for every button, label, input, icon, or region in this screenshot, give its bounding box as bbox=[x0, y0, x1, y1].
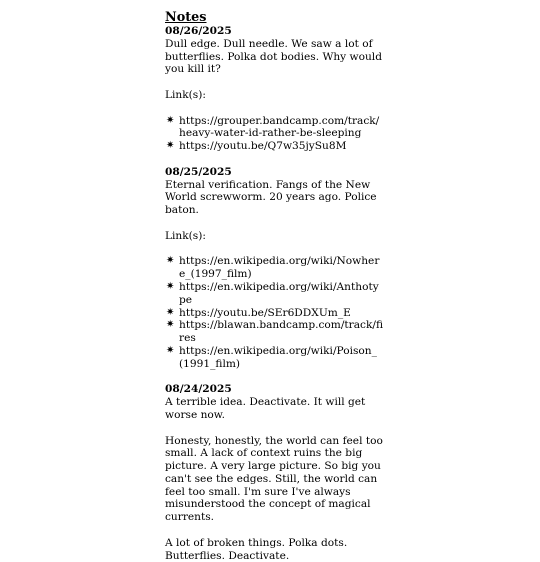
entry-date: 08/25/2025 bbox=[165, 165, 232, 178]
bullet-icon: ✷ bbox=[166, 319, 175, 331]
link-list bbox=[165, 115, 385, 153]
page-title: Notes bbox=[165, 10, 207, 25]
entry-text: A terrible idea. Deactivate. It will get worse now. bbox=[165, 396, 366, 421]
link[interactable]: https://grouper.bandcamp.com/track/heavy-water-id-rather-be-sleeping bbox=[179, 114, 380, 140]
link-item bbox=[165, 255, 385, 281]
link-item bbox=[165, 140, 385, 153]
link-list bbox=[165, 255, 385, 370]
bullet-icon: ✷ bbox=[166, 255, 175, 267]
link[interactable]: https://youtu.be/SEr6DDXUm_E bbox=[179, 306, 351, 319]
bullet-icon: ✷ bbox=[166, 280, 175, 292]
note-entry bbox=[165, 25, 385, 153]
link[interactable]: https://blawan.bandcamp.com/track/fires bbox=[179, 319, 384, 345]
bullet-icon: ✷ bbox=[166, 140, 175, 152]
notes-page bbox=[165, 11, 385, 562]
entry-text: Honesty, honestly, the world can feel too small. A lack of context ruins the big picture. A very large picture. So big you can't see the edges. Still, the world can feel too small. I'm sure I've always misunderstood the concept of magical currents. bbox=[165, 434, 383, 524]
entry-date: 08/24/2025 bbox=[165, 383, 232, 396]
bullet-icon: ✷ bbox=[166, 306, 175, 318]
link-item bbox=[165, 115, 385, 141]
entry-text: Dull edge. Dull needle. We saw a lot of butterflies. Polka dot bodies. Why would you kill it? bbox=[165, 37, 382, 76]
links-label: Link(s): bbox=[165, 229, 206, 242]
link-item bbox=[165, 307, 385, 320]
bullet-icon: ✷ bbox=[166, 344, 175, 356]
link[interactable]: https://en.wikipedia.org/wiki/Poison_(1991_film) bbox=[179, 344, 377, 370]
link-item bbox=[165, 281, 385, 307]
links-label: Link(s): bbox=[165, 88, 206, 101]
note-entry bbox=[165, 166, 385, 371]
link-item bbox=[165, 345, 385, 371]
entry-date: 08/26/2025 bbox=[165, 25, 232, 37]
entry-text: A lot of broken things. Polka dots. Butterflies. Deactivate. bbox=[165, 536, 348, 562]
note-entry bbox=[165, 383, 385, 562]
link[interactable]: https://en.wikipedia.org/wiki/Anthotype bbox=[179, 280, 379, 306]
link[interactable]: https://youtu.be/Q7w35jySu8M bbox=[179, 140, 347, 153]
entry-text: Eternal verification. Fangs of the New World screwworm. 20 years ago. Police baton. bbox=[165, 178, 377, 217]
bullet-icon: ✷ bbox=[166, 114, 175, 126]
link-item bbox=[165, 319, 385, 345]
link[interactable]: https://en.wikipedia.org/wiki/Nowhere_(1997_film) bbox=[179, 255, 380, 281]
